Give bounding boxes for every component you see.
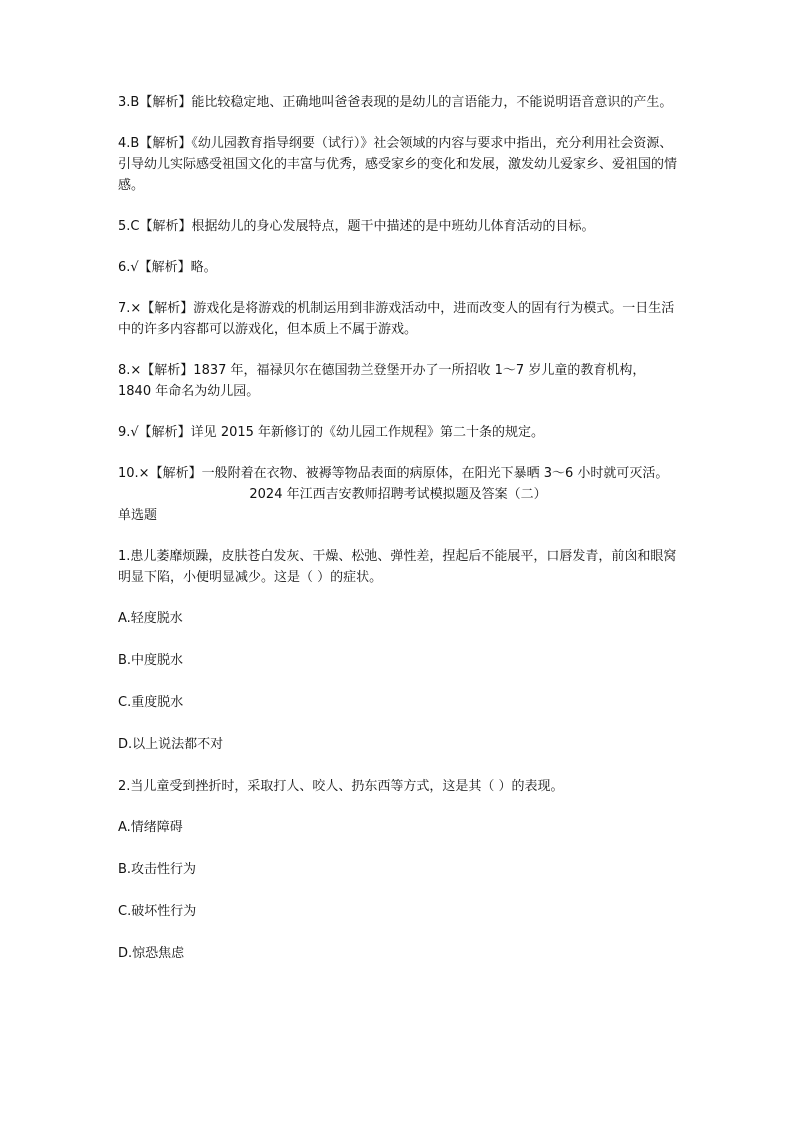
exam-title: 2024 年江西吉安教师招聘考试模拟题及答案（二） (249, 487, 547, 502)
answer-explanation-6: 6.√【解析】略。 (118, 260, 217, 275)
option-a: A.情绪障碍 (118, 820, 183, 835)
option-d: D.以上说法都不对 (118, 737, 224, 752)
answer-explanation-9: 9.√【解析】详见 2015 年新修订的《幼儿园工作规程》第二十条的规定。 (118, 425, 545, 440)
question-stem: 2.当儿童受到挫折时，采取打人、咬人、扔东西等方式，这是其（ ）的表现。 (118, 779, 564, 794)
answer-explanation-10: 10.×【解析】一般附着在衣物、被褥等物品表面的病原体，在阳光下暴晒 3～6 小时就可灭活。 (118, 466, 669, 481)
answer-explanation-4: 4.B【解析】《幼儿园教育指导纲要（试行）》社会领域的内容与要求中指出，充分利用社会资源、引导幼儿实际感受祖国文化的丰富与优秀，感受家乡的变化和发展，激发幼儿爱家乡、爱祖国的情感。 (118, 136, 678, 193)
question-stem: 1.患儿萎靡烦躁，皮肤苍白发灰、干燥、松弛、弹性差，捏起后不能展平，口唇发青，前囟和眼窝明显下陷，小便明显减少。这是（ ）的症状。 (118, 549, 677, 585)
answer-explanation-5: 5.C【解析】根据幼儿的身心发展特点，题干中描述的是中班幼儿体育活动的目标。 (118, 219, 595, 234)
answer-explanation-3: 3.B【解析】能比较稳定地、正确地叫爸爸表现的是幼儿的言语能力，不能说明语音意识的产生。 (118, 95, 673, 110)
option-b: B.中度脱水 (118, 653, 184, 668)
section-label: 单选题 (118, 508, 158, 523)
option-b: B.攻击性行为 (118, 862, 197, 877)
option-c: C.破坏性行为 (118, 904, 197, 919)
option-d: D.惊恐焦虑 (118, 946, 185, 961)
answer-explanation-7: 7.×【解析】游戏化是将游戏的机制运用到非游戏活动中，进而改变人的固有行为模式。一日生活中的许多内容都可以游戏化，但本质上不属于游戏。 (118, 301, 675, 337)
question-1 (118, 546, 678, 755)
question-2 (118, 776, 678, 964)
document-page (118, 92, 678, 985)
answer-explanation-8: 8.×【解析】1837 年，福禄贝尔在德国勃兰登堡开办了一所招收 1～7 岁儿童的教育机构，1840 年命名为幼儿园。 (118, 363, 646, 399)
option-a: A.轻度脱水 (118, 611, 183, 626)
option-c: C.重度脱水 (118, 695, 184, 710)
